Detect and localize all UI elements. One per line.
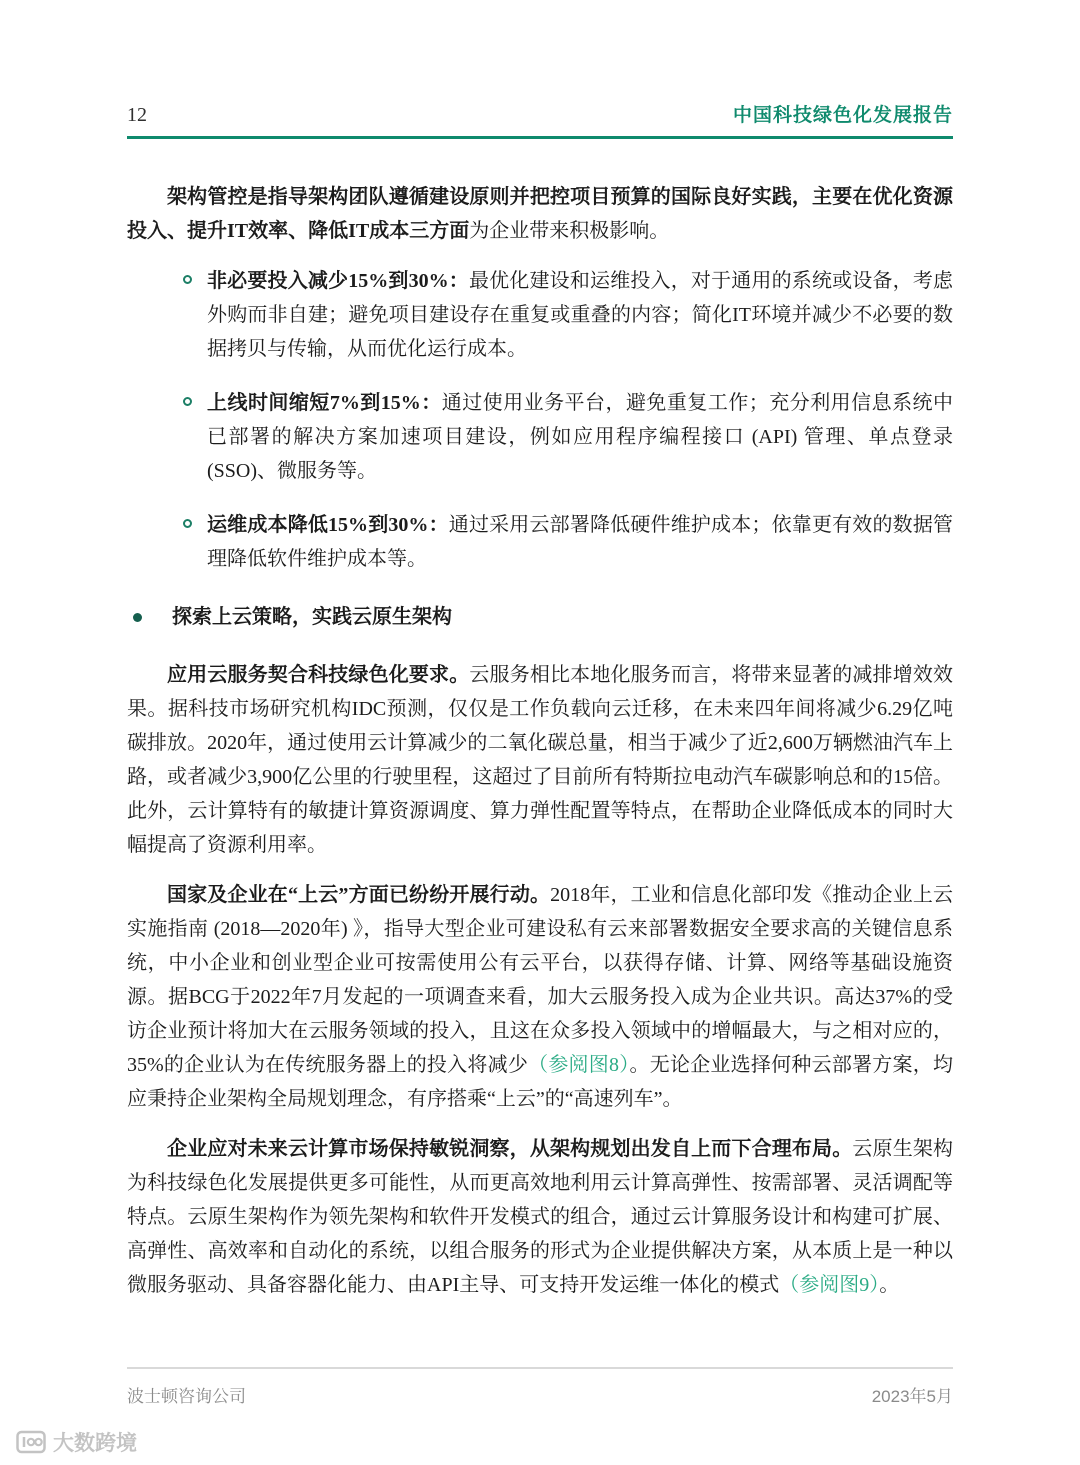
- paragraph-body: 云原生架构为科技绿色化发展提供更多可能性，从而更高效地利用云计算高弹性、按需部署、灵活调配等特点。云原生架构作为领先架构和软件开发模式的组合，通过云计算服务设计和构建可扩展、高弹性、高效率和自动化的系统，以组合服务的形式为企业提供解决方案，从本质上是一种以微服务驱动、具备容器化能力、由API主导、可支持开发运维一体化的模式: [127, 1138, 954, 1296]
- bullet-lead: 上线时间缩短7%到15%：: [207, 392, 442, 414]
- page-header: [127, 100, 953, 139]
- paragraph-cloud-adoption: [127, 878, 953, 1116]
- section-title: 探索上云策略，实践云原生架构: [172, 606, 452, 628]
- paragraph-lead: 国家及企业在“上云”方面已纷纷开展行动。: [167, 884, 551, 906]
- bullet-body: 最优化建设和运维投入，对于通用的系统或设备，考虑外购而非自建；避免项目建设存在重复或重叠的内容；简化IT环境并减少不必要的数据拷贝与传输，从而优化运行成本。: [207, 270, 954, 360]
- footer-date: 2023年5月: [871, 1387, 953, 1406]
- circle-bullet-icon: [183, 386, 207, 488]
- paragraph-lead: 应用云服务契合科技绿色化要求。: [167, 664, 470, 686]
- paragraph-body: 2018年，工业和信息化部印发《推动企业上云实施指南 (2018—2020年) 》，指导大型企业可建设私有云来部署数据安全要求高的关键信息系统，中小企业和创业型企业可按需使用公有云平台，以获得存储、计算、网络等基础设施资源。据BCG于2022年7月发起的一项调查来看，加大云服务投入成为企业共识。高达37%的受访企业预计将加大在云服务领域的投入，且这在众多投入领域中的增幅最大，与之相对应的，35%的企业认为在传统服务器上的投入将减少: [127, 884, 954, 1076]
- report-title: 中国科技绿色化发展报告: [732, 105, 953, 126]
- figure-8-link[interactable]: （参阅图8）: [528, 1054, 630, 1076]
- dashukuajing-logo-icon: [16, 1429, 46, 1455]
- page-content: [127, 180, 953, 1318]
- paragraph-cloud-services: [127, 658, 953, 862]
- section-heading: [127, 600, 953, 634]
- watermark-text: 大数跨境: [53, 1432, 137, 1455]
- footer-company: 波士顿咨询公司: [127, 1387, 246, 1406]
- page-number: 12: [127, 104, 147, 126]
- bullet-lead: 运维成本降低15%到30%：: [207, 514, 449, 536]
- bullet-item-launch-time: [183, 386, 953, 488]
- bullet-item-investment-reduction: [183, 264, 953, 366]
- bullet-text: [207, 386, 953, 488]
- circle-bullet-icon: [183, 508, 207, 576]
- figure-9-link[interactable]: （参阅图9）: [779, 1274, 880, 1296]
- circle-bullet-icon: [183, 264, 207, 366]
- watermark: [16, 1427, 137, 1457]
- bullet-text: [207, 264, 953, 366]
- bullet-lead: 非必要投入减少15%到30%：: [207, 270, 469, 292]
- page-footer: [127, 1367, 953, 1407]
- bullet-body: 通过采用云部署降低硬件维护成本；依靠更有效的数据管理降低软件维护成本等。: [207, 514, 954, 570]
- intro-paragraph: [127, 180, 953, 248]
- bullet-text: [207, 508, 953, 576]
- paragraph-cloud-native: [127, 1132, 953, 1302]
- dot-bullet-icon: [133, 613, 142, 622]
- paragraph-lead: 企业应对未来云计算市场保持敏锐洞察，从架构规划出发自上而下合理布局。: [167, 1138, 853, 1160]
- paragraph-body: 云服务相比本地化服务而言，将带来显著的减排增效效果。据科技市场研究机构IDC预测，仅仅是工作负载向云迁移，在未来四年间将减少6.29亿吨碳排放。2020年，通过使用云计算减少的二氧化碳总量，相当于减少了近2,600万辆燃油汽车上路，或者减少3,900亿公里的行驶里程，这超过了目前所有特斯拉电动汽车碳影响总和的15倍。此外，云计算特有的敏捷计算资源调度、算力弹性配置等特点，在帮助企业降低成本的同时大幅提高了资源利用率。: [127, 664, 954, 856]
- paragraph-body: 。: [879, 1274, 900, 1296]
- intro-lead: 架构管控是指导架构团队遵循建设原则并把控项目预算的国际良好实践，主要在优化资源投入、提升IT效率、降低IT成本三方面: [127, 186, 953, 242]
- intro-text: 为企业带来积极影响。: [469, 220, 670, 242]
- bullet-body: 通过使用业务平台，避免重复工作；充分利用信息系统中已部署的解决方案加速项目建设，例如应用程序编程接口 (API) 管理、单点登录 (SSO)、微服务等。: [207, 392, 954, 482]
- paragraph-body: 。无论企业选择何种云部署方案，均应秉持企业架构全局规划理念，有序搭乘“上云”的“高速列车”。: [127, 1054, 953, 1110]
- bullet-item-ops-cost: [183, 508, 953, 576]
